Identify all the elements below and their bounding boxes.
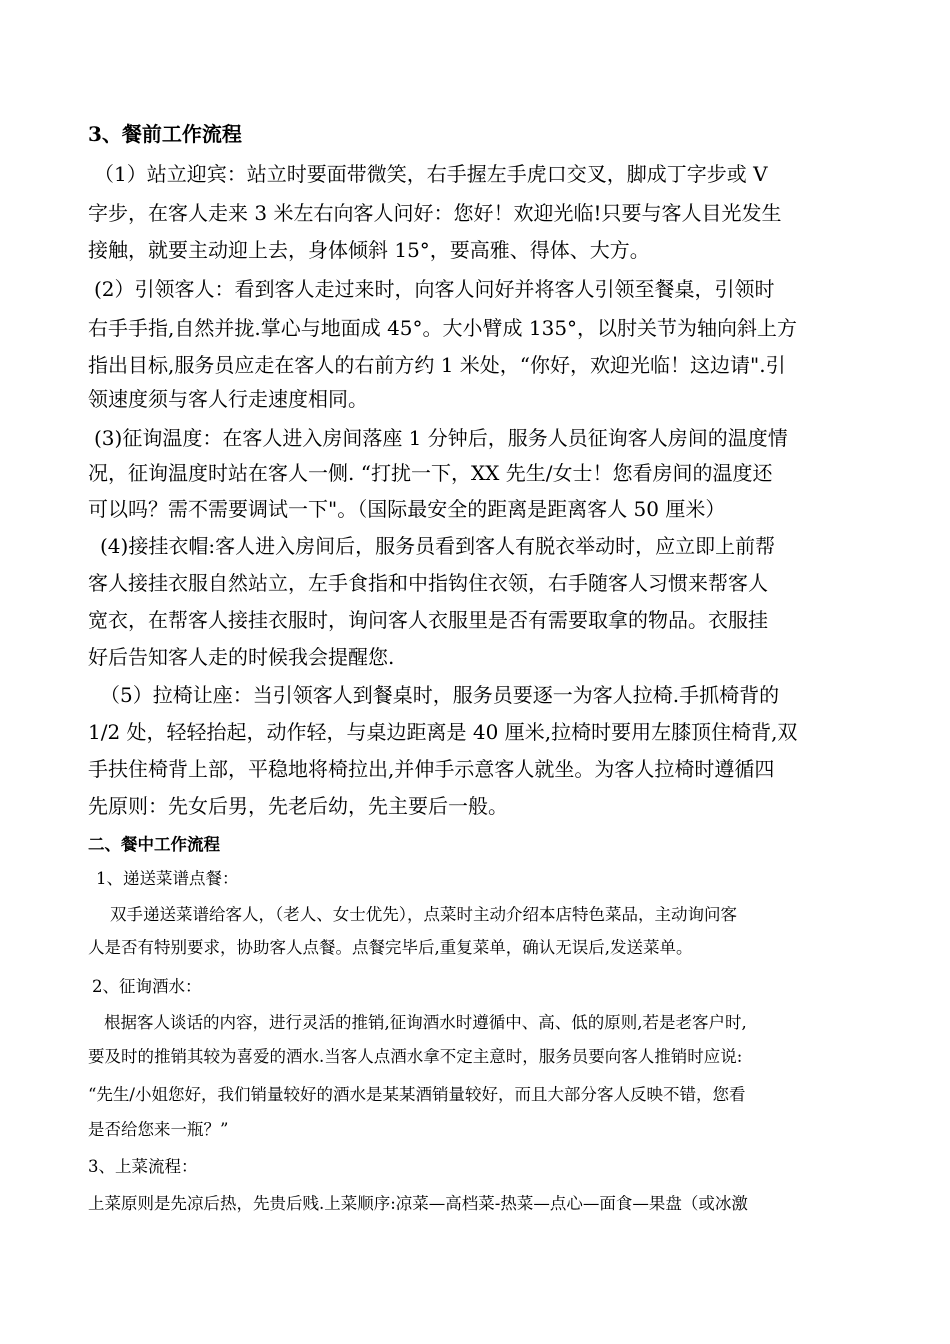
paragraph-line: 好后告知客人走的时候我会提醒您.: [88, 645, 395, 669]
paragraph-line: 右手手指,自然并拢.掌心与地面成 45°。大小臂成 135°，以肘关节为轴向斜上方: [88, 316, 798, 340]
paragraph-line: 接触，就要主动迎上去，身体倾斜 15°，要高雅、得体、大方。: [88, 238, 650, 262]
paragraph-line: 是否给您来一瓶？”: [88, 1120, 229, 1139]
subsection-title: 1、递送菜谱点餐：: [96, 869, 239, 888]
paragraph-line: （5）拉椅让座：当引领客人到餐桌时，服务员要逐一为客人拉椅.手抓椅背的: [100, 683, 780, 707]
heading-in-meal: 二、餐中工作流程: [88, 835, 220, 854]
paragraph-line: 可以吗？需不需要调试一下"。（国际最安全的距离是距离客人 50 厘米）: [88, 497, 726, 521]
paragraph-line: 手扶住椅背上部，平稳地将椅拉出,并伸手示意客人就坐。为客人拉椅时遵循四: [88, 757, 775, 781]
paragraph-line: 上菜原则是先凉后热，先贵后贱.上菜顺序:凉菜—高档菜-热菜—点心—面食—果盘（或冰激: [88, 1194, 748, 1213]
paragraph-line: 根据客人谈话的内容，进行灵活的推销,征询酒水时遵循中、高、低的原则,若是老客户时,: [104, 1013, 747, 1032]
paragraph-line: 领速度须与客人行走速度相同。: [88, 387, 368, 411]
paragraph-line: 况，征询温度时站在客人一侧. “打扰一下，XX 先生/女士！您看房间的温度还: [88, 461, 773, 485]
subsection-title: 2、征询酒水：: [92, 977, 202, 996]
paragraph-line: (3)征询温度：在客人进入房间落座 1 分钟后，服务人员征询客人房间的温度情: [94, 426, 788, 450]
subsection-title: 3、上菜流程：: [88, 1157, 198, 1176]
paragraph-line: (4)接挂衣帽:客人进入房间后，服务员看到客人有脱衣举动时，应立即上前帮: [100, 534, 776, 558]
paragraph-line: 要及时的推销其较为喜爱的酒水.当客人点酒水拿不定主意时，服务员要向客人推销时应说:: [88, 1047, 743, 1066]
paragraph-line: 双手递送菜谱给客人，（老人、女士优先），点菜时主动介绍本店特色菜品，主动询问客: [110, 905, 737, 924]
paragraph-line: 字步，在客人走来 3 米左右向客人问好：您好！欢迎光临!只要与客人目光发生: [88, 201, 782, 225]
paragraph-line: 1/2 处，轻轻抬起，动作轻，与桌边距离是 40 厘米,拉椅时要用左膝顶住椅背,双: [88, 720, 798, 744]
paragraph-line: 先原则：先女后男，先老后幼，先主要后一般。: [88, 794, 508, 818]
paragraph-line: “先生/小姐您好，我们销量较好的酒水是某某酒销量较好，而且大部分客人反映不错，您看: [88, 1085, 746, 1104]
paragraph-line: 人是否有特别要求，协助客人点餐。点餐完毕后,重复菜单，确认无误后,发送菜单。: [88, 938, 693, 957]
paragraph-line: 指出目标,服务员应走在客人的右前方约 1 米处，“你好，欢迎光临！这边请".引: [88, 353, 786, 377]
heading-pre-meal: 3、餐前工作流程: [88, 122, 242, 146]
paragraph-line: (2）引领客人：看到客人走过来时，向客人问好并将客人引领至餐桌，引领时: [94, 277, 775, 301]
paragraph-line: （1）站立迎宾：站立时要面带微笑，右手握左手虎口交叉，脚成丁字步或 V: [94, 162, 768, 186]
paragraph-line: 宽衣，在帮客人接挂衣服时，询问客人衣服里是否有需要取拿的物品。衣服挂: [88, 608, 768, 632]
paragraph-line: 客人接挂衣服自然站立，左手食指和中指钩住衣领，右手随客人习惯来帮客人: [88, 571, 768, 595]
